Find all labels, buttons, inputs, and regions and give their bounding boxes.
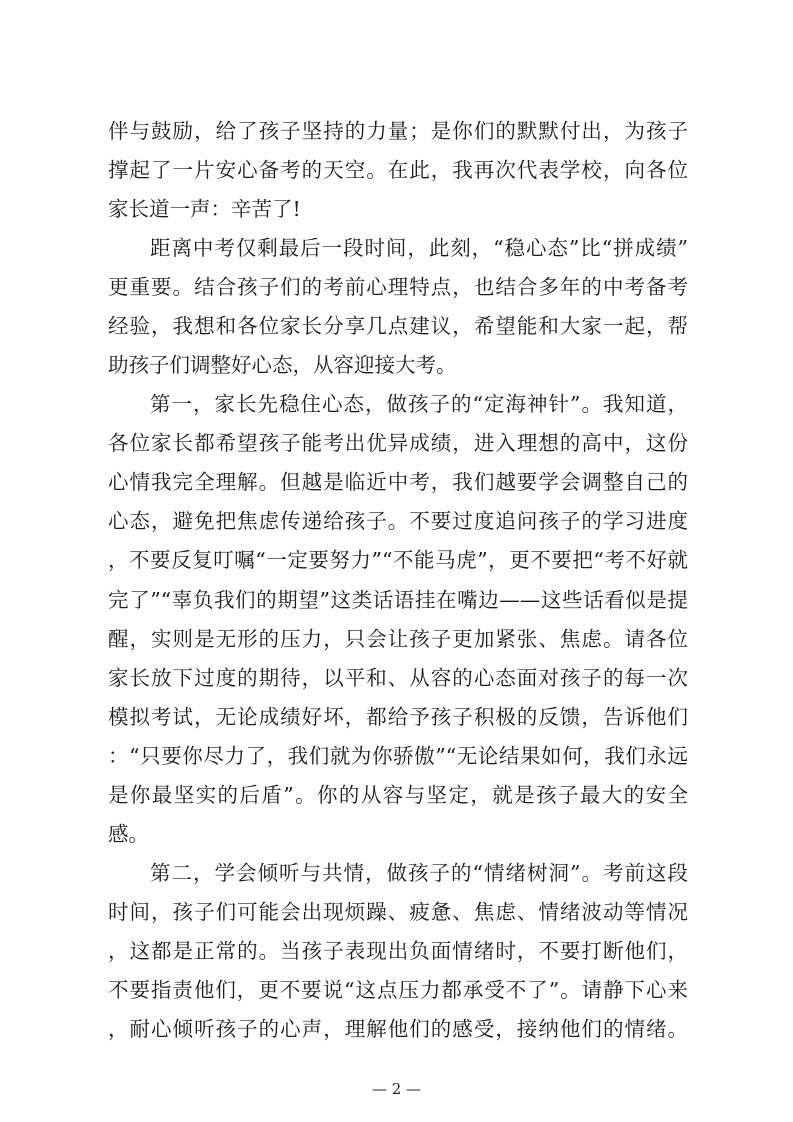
- text-line: 伴与鼓励，给了孩子坚持的力量；是你们的默默付出，为孩子: [108, 119, 688, 143]
- text-line: ，这都是正常的。当孩子表现出负面情绪时，不要打断他们，: [108, 939, 688, 963]
- text-line: 感。: [108, 822, 149, 846]
- text-line: ，耐心倾听孩子的心声，理解他们的感受，接纳他们的情绪。: [108, 1017, 688, 1041]
- text-line: 不要指责他们，更不要说“这点压力都承受不了”。请静下心来: [108, 978, 688, 1002]
- text-line: 模拟考试，无论成绩好坏，都给予孩子积极的反馈，告诉他们: [108, 705, 688, 729]
- text-line: 经验，我想和各位家长分享几点建议，希望能和大家一起，帮: [108, 314, 688, 338]
- paragraph-first-line: 第一，家长先稳住心态，做孩子的“定海神针”。我知道，: [150, 392, 688, 416]
- text-line: 撑起了一片安心备考的天空。在此，我再次代表学校，向各位: [108, 158, 688, 182]
- text-line: 家长放下过度的期待，以平和、从容的心态面对孩子的每一次: [108, 666, 688, 690]
- text-line: 是你最坚实的后盾”。你的从容与坚定，就是孩子最大的安全: [108, 783, 688, 807]
- paragraph-first-line: 距离中考仅剩最后一段时间，此刻，“稳心态”比“拼成绩”: [150, 236, 688, 260]
- text-line: 醒，实则是无形的压力，只会让孩子更加紧张、焦虑。请各位: [108, 627, 688, 651]
- text-line: 各位家长都希望孩子能考出优异成绩，进入理想的高中，这份: [108, 431, 688, 455]
- text-line: 心态，避免把焦虑传递给孩子。不要过度追问孩子的学习进度: [108, 509, 688, 533]
- text-line: 助孩子们调整好心态，从容迎接大考。: [108, 353, 457, 377]
- text-line: 心情我完全理解。但越是临近中考，我们越要学会调整自己的: [108, 470, 688, 494]
- text-line: ：“只要你尽力了，我们就为你骄傲”“无论结果如何，我们永远: [108, 744, 688, 768]
- text-line: 家长道一声：辛苦了!: [108, 197, 301, 221]
- text-line: 完了”“辜负我们的期望”这类话语挂在嘴边——这些话看似是提: [108, 588, 688, 612]
- text-line: ，不要反复叮嘱“一定要努力”“不能马虎”，更不要把“考不好就: [108, 548, 688, 572]
- text-line: 时间，孩子们可能会出现烦躁、疲惫、焦虑、情绪波动等情况: [108, 900, 688, 924]
- text-line: 更重要。结合孩子们的考前心理特点，也结合多年的中考备考: [108, 275, 688, 299]
- paragraph-first-line: 第二，学会倾听与共情，做孩子的“情绪树洞”。考前这段: [150, 861, 688, 885]
- page-number: — 2 —: [371, 1080, 422, 1098]
